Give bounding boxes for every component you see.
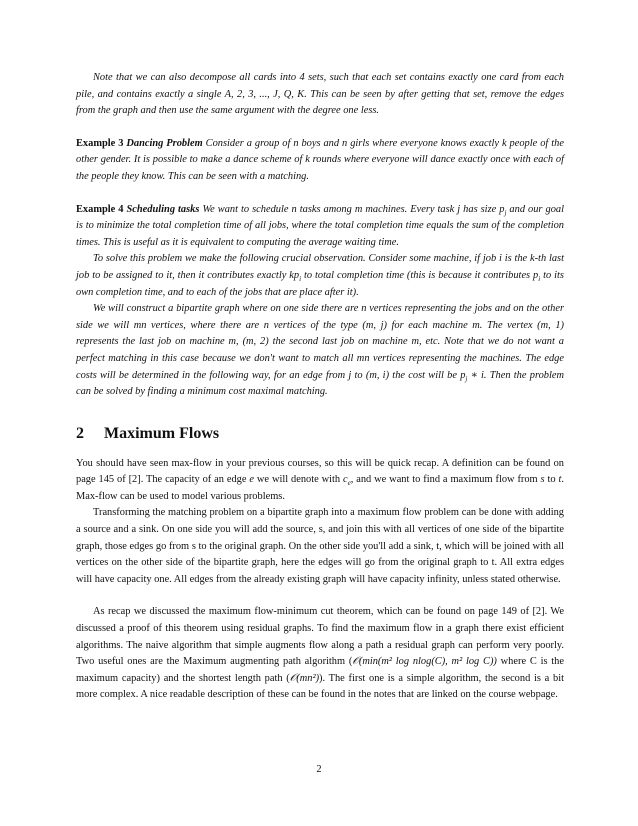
example-4-body: We want to schedule n tasks among m machines. Every task j has size p — [202, 203, 505, 215]
observation-text-b: to total completion time (this is because it contributes p — [301, 269, 539, 281]
maxflow-paragraph-3 — [76, 604, 564, 704]
example-4-construction — [76, 301, 564, 401]
observation-subscript-a: i — [299, 275, 302, 284]
mf-p1-capacity-var: c — [343, 474, 348, 486]
mf-p1-source-var: s — [540, 474, 545, 486]
example-4-body-rest: and our goal is to minimize the total completion time of all jobs, where the total completion time equals the sum of the completion times. This is useful as it is equivalent to computing the average waiting time. — [76, 203, 564, 248]
construction-subscript: j — [465, 374, 468, 383]
maxflow-paragraph-2: Transforming the matching problem on a bipartite graph into a maximum flow problem can be done with adding a source and a sink. On one side you will add the source, s, and join this with all vertices of one side of the bipartite graph, those edges go from s to the original graph. On the other side you'll add a sink, t, which will be joined with all vertices on the other side of the bipartite graph, here the edges will go from the original graph to t. All extra edges will have capacity one. All edges from the already existing graph will have capacity infinity, unless stated otherwise. — [76, 507, 564, 585]
example-3-body: Consider a group of n boys and n girls where everyone knows exactly k people of the other gender. It is possible to make a dance scheme of k rounds where everyone will dance exactly once with each of the people they know. This can be seen with a matching. — [76, 137, 564, 182]
mf-p1-sink-var: t — [558, 474, 562, 486]
construction-text-rest: ∗ i. Then the problem can be solved by finding a minimum cost maximal matching. — [76, 369, 564, 398]
section-number: 2 — [76, 424, 84, 442]
section-heading — [76, 425, 564, 443]
mf-p1-text-d: , and we want to find a maximum flow from — [350, 474, 541, 486]
observation-text-c: to its own completion time, and to each of the jobs that are place after it). — [76, 269, 564, 298]
section-title: Maximum Flows — [104, 424, 220, 442]
page-content — [76, 70, 564, 704]
example-3-title: Dancing Problem — [126, 137, 203, 149]
mf-p1-text-a: You should have seen max-flow in your previous courses, so this will be quick recap. A definition can be found on page 145 of [2]. The capacity of an edge — [76, 457, 564, 486]
example-3-label: Example 3 — [76, 137, 124, 149]
mf-p3-complexity-2: 𝒪(mn²) — [289, 672, 320, 684]
mf-p3-text-a: As recap we discussed the maximum flow-minimum cut theorem, which can be found on page 149 of [2]. We discussed a proof of this theorem using residual graphs. To find the maximum flow in a graph there exist efficient algorithms. The naive algorithm that simple augments flow along a path a residual graph can perform very poorly. Two useful ones are the Maximum augmenting path algorithm ( — [76, 606, 564, 668]
example-4 — [76, 202, 564, 252]
example-4-title: Scheduling tasks — [126, 203, 200, 215]
page-number: 2 — [316, 764, 322, 775]
observation-subscript-b: i — [538, 275, 541, 284]
example-4-label: Example 4 — [76, 203, 124, 215]
example-3 — [76, 136, 564, 186]
example-4-observation — [76, 251, 564, 301]
example-4-body-subscript: j — [504, 208, 507, 217]
maxflow-paragraph-1 — [76, 456, 564, 506]
mf-p3-text-c: ). The first one is a simple algorithm, the second is a bit more complex. A nice readable description of these can be found in the notes that are linked on the course webpage. — [76, 672, 565, 701]
mf-p1-text-b: we will denote with — [254, 474, 344, 486]
mf-p1-text-end: . Max-flow can be used to model various problems. — [76, 474, 564, 502]
mf-p1-text-to: to — [544, 474, 559, 486]
construction-text: We will construct a bipartite graph where on one side there are n vertices representing the jobs and on the other side we will mn vertices, where there are n vertices of the type (m, j) for each machine m. The vertex (m, 1) represents the last job on machine m, (m, 2) the second last job on machine m, etc. Note that we do not want a perfect matching in this case because we don't want to match all mn vertices representing the machines. The edge costs will be determined in the following way, for an edge from j to (m, i) the cost will be p — [76, 303, 564, 381]
mf-p3-complexity-1: 𝒪(min(m² log nlog(C), m² log C)) — [352, 656, 497, 668]
mf-p3-text-b: where C is the maximum capacity) and the shortest length path ( — [76, 656, 564, 684]
mf-p1-capacity-subscript: e — [347, 479, 351, 488]
paragraph-card-decomposition: Note that we can also decompose all cards into 4 sets, such that each set contains exactly one card from each pile, and contains exactly a single A, 2, 3, ..., J, Q, K. This can be seen by after getting that set, remove the edges from the graph and then use the same argument with the degree one less. — [76, 72, 564, 117]
mf-p1-edge-var: e — [249, 474, 255, 486]
observation-text-a: To solve this problem we make the following crucial observation. Consider some machine, if job i is the k-th last job to be assigned to it, then it contributes exactly kp — [76, 253, 564, 281]
